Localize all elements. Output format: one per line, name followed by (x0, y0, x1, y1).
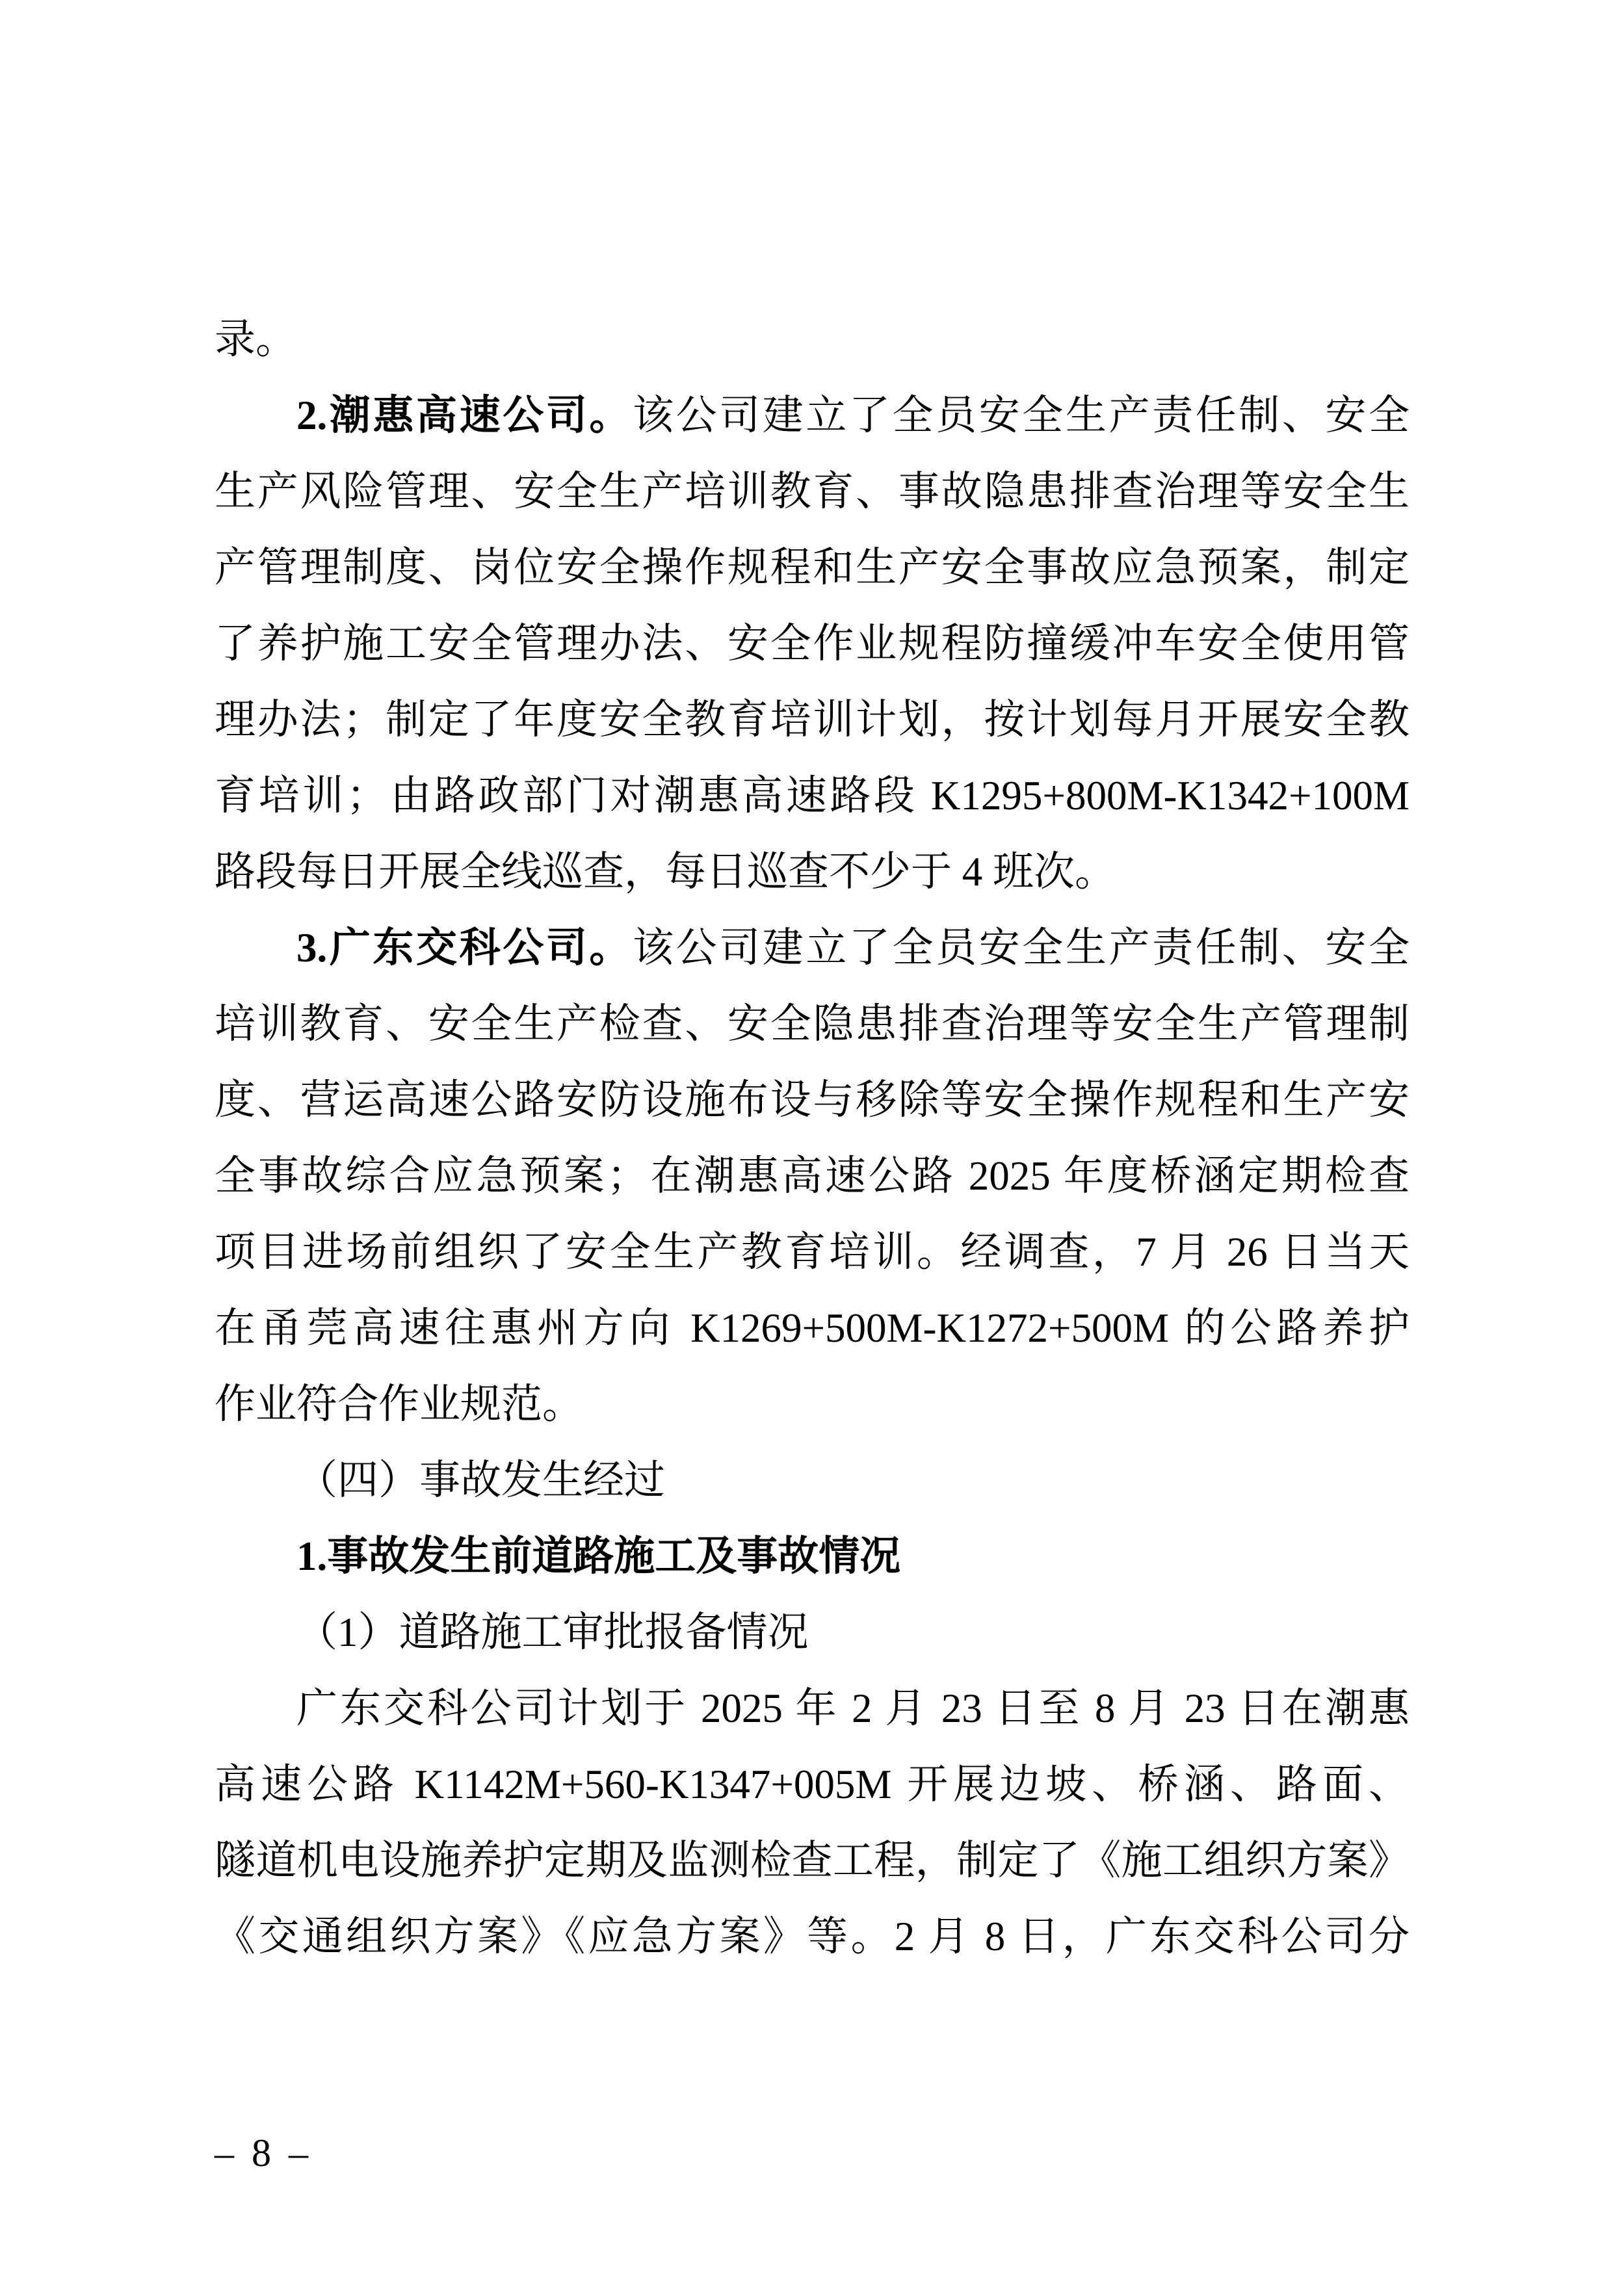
text-line (215, 302, 1410, 378)
text-run: 该公司建立了全员安全生产责任制、安全 (632, 393, 1410, 438)
text-run: 路段每日开展全线巡查，每日巡查不少于 4 班次。 (215, 849, 1116, 894)
text-line (215, 1442, 1410, 1519)
text-line (215, 1823, 1410, 1899)
bold-text-run: 3.广东交科公司。 (296, 925, 633, 971)
page-number: – 8 – (215, 2132, 312, 2174)
bold-text-run: 1.事故发生前道路施工及事故情况 (296, 1533, 901, 1579)
text-line (215, 1595, 1410, 1671)
text-line (215, 1366, 1410, 1442)
text-line (215, 1214, 1410, 1290)
text-run: 全事故综合应急预案；在潮惠高速公路 2025 年度桥涵定期检查 (215, 1153, 1410, 1199)
text-line (215, 1062, 1410, 1138)
text-line (215, 758, 1410, 834)
text-run: 育培训；由路政部门对潮惠高速路段 K1295+800M-K1342+100M (215, 773, 1410, 818)
text-line (215, 1519, 1410, 1595)
text-line (215, 1138, 1410, 1214)
text-run: 项目进场前组织了安全生产教育培训。经调查，7 月 26 日当天 (215, 1229, 1410, 1275)
text-run: （四）事故发生经过 (296, 1457, 665, 1503)
text-line (215, 986, 1410, 1062)
text-run: 广东交科公司计划于 2025 年 2 月 23 日至 8 月 23 日在潮惠 (296, 1686, 1410, 1731)
text-line (215, 606, 1410, 682)
text-run: 作业符合作业规范。 (215, 1381, 583, 1427)
text-line (215, 1747, 1410, 1823)
text-line (215, 682, 1410, 758)
text-line (215, 530, 1410, 606)
text-run: 度、营运高速公路安防设施布设与移除等安全操作规程和生产安 (215, 1077, 1410, 1123)
text-run: 生产风险管理、安全生产培训教育、事故隐患排查治理等安全生 (215, 469, 1410, 514)
text-line (215, 454, 1410, 530)
text-run: 产管理制度、岗位安全操作规程和生产安全事故应急预案，制定 (215, 545, 1410, 590)
text-run: 录。 (215, 317, 296, 362)
text-line (215, 1671, 1410, 1747)
text-line (215, 378, 1410, 454)
text-run: 理办法；制定了年度安全教育培训计划，按计划每月开展安全教 (215, 697, 1410, 742)
text-run: 在甬莞高速往惠州方向 K1269+500M-K1272+500M 的公路养护 (215, 1305, 1410, 1351)
text-line (215, 910, 1410, 986)
bold-text-run: 2.潮惠高速公司。 (296, 393, 633, 438)
text-run: 隧道机电设施养护定期及监测检查工程，制定了《施工组织方案》 (215, 1838, 1410, 1883)
text-run: 该公司建立了全员安全生产责任制、安全 (632, 925, 1410, 971)
text-run: 了养护施工安全管理办法、安全作业规程防撞缓冲车安全使用管 (215, 621, 1410, 666)
text-line (215, 1899, 1410, 1975)
document-body (215, 302, 1410, 1975)
text-run: 高速公路 K1142M+560-K1347+005M 开展边坡、桥涵、路面、 (215, 1762, 1410, 1807)
text-line (215, 834, 1410, 910)
text-run: 《交通组织方案》《应急方案》等。2 月 8 日，广东交科公司分 (215, 1914, 1410, 1959)
text-run: 培训教育、安全生产检查、安全隐患排查治理等安全生产管理制 (215, 1001, 1410, 1047)
text-line (215, 1290, 1410, 1366)
text-run: （1）道路施工审批报备情况 (296, 1610, 809, 1655)
